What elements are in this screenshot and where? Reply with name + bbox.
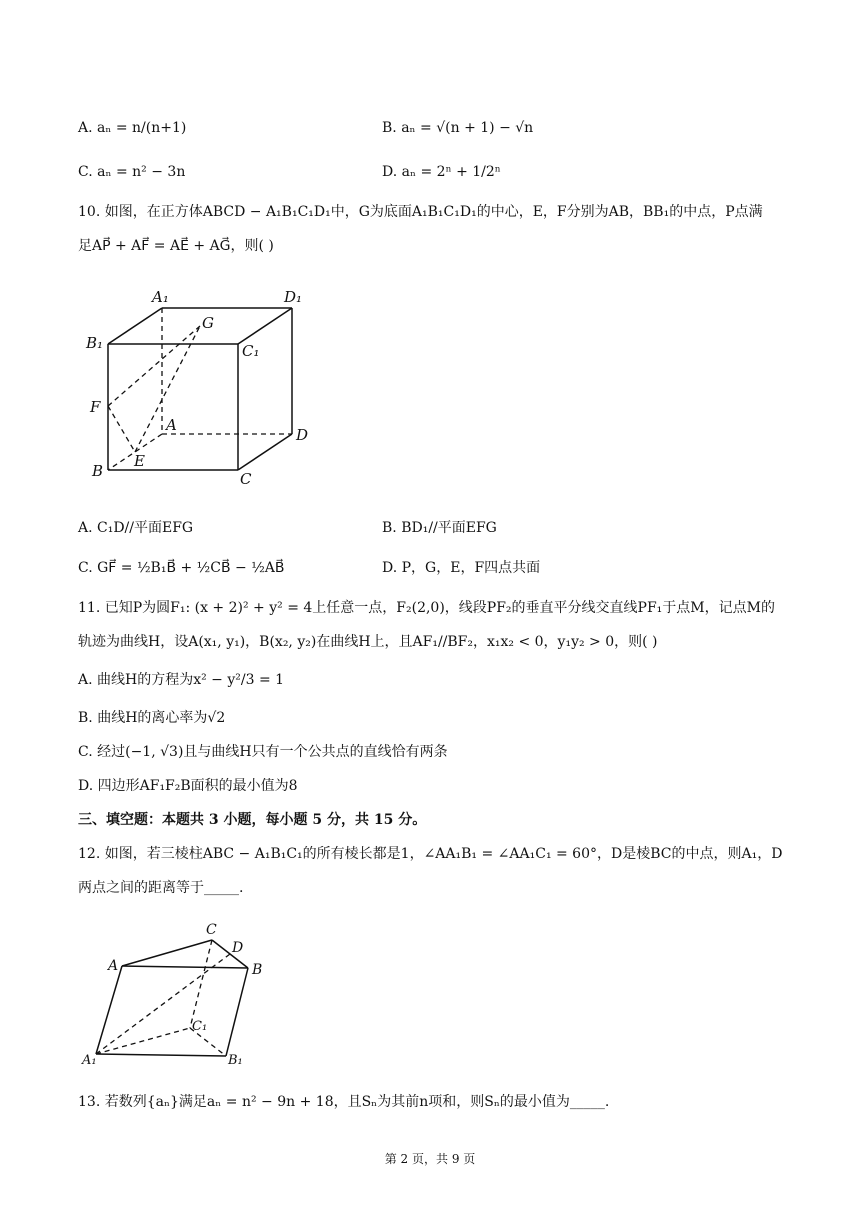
q11-option-c: C. 经过(−1, √3)且与曲线H只有一个公共点的直线恰有两条 [78, 744, 448, 760]
q9-option-a: A. aₙ = n/(n+1) [78, 120, 187, 136]
page-footer: 第 2 页，共 9 页 [384, 1152, 476, 1166]
q10-stem-line1: 10. 如图，在正方体ABCD − A₁B₁C₁D₁中，G为底面A₁B₁C₁D₁的中心，E，F分别为AB，BB₁的中点，P点满 [78, 204, 763, 220]
q11-stem-line1: 11. 已知P为圆F₁: (x + 2)² + y² = 4上任意一点，F₂(2,0)，线段PF₂的垂直平分线交直线PF₁于点M，记点M的 [78, 600, 775, 616]
q12-label-b: B [252, 962, 263, 978]
q12-label-d: D [232, 940, 244, 956]
q10-label-b: B [92, 462, 104, 480]
q11-option-a: A. 曲线H的方程为x² − y²/3 = 1 [78, 672, 285, 688]
q12-stem-line2: 两点之间的距离等于_____. [78, 880, 244, 896]
q10-label-g: G [202, 314, 214, 332]
q10-label-b1: B₁ [86, 334, 104, 352]
q10-label-d: D [296, 426, 309, 444]
q12-stem-line1: 12. 如图，若三棱柱ABC − A₁B₁C₁的所有棱长都是1，∠AA₁B₁ = ∠AA₁C₁ = 60°，D是棱BC的中点，则A₁，D [78, 846, 783, 862]
q10-label-a: A [166, 416, 177, 434]
q12-label-a1: A₁ [82, 1053, 97, 1068]
q9-option-c: C. aₙ = n² − 3n [78, 164, 186, 180]
q10-label-c1: C₁ [242, 342, 260, 360]
q10-label-d1: D₁ [284, 288, 303, 306]
q12-prism-figure [78, 918, 278, 1068]
q11-option-b: B. 曲线H的离心率为√2 [78, 710, 226, 726]
q10-option-c: C. GF⃗ = ½B₁B⃗ + ½CB⃗ − ½AB⃗ [78, 560, 285, 576]
q10-label-e: E [134, 452, 145, 470]
q10-stem-line2: 足AP⃗ + AF⃗ = AE⃗ + AG⃗，则( ) [78, 238, 274, 254]
q12-label-a: A [108, 958, 119, 974]
q9-option-b: B. aₙ = √(n + 1) − √n [382, 120, 534, 136]
q9-option-d: D. aₙ = 2ⁿ + 1/2ⁿ [382, 164, 501, 180]
q12-label-c1: C₁ [192, 1019, 208, 1034]
q10-label-f: F [90, 398, 101, 416]
q12-label-c: C [206, 922, 217, 938]
q11-option-d: D. 四边形AF₁F₂B面积的最小值为8 [78, 778, 298, 794]
q10-label-c: C [240, 470, 252, 488]
q13-stem: 13. 若数列{aₙ}满足aₙ = n² − 9n + 18，且Sₙ为其前n项和，则Sₙ的最小值为_____. [78, 1094, 610, 1110]
q10-cube-figure [78, 282, 338, 492]
q11-stem-line2: 轨迹为曲线H，设A(x₁, y₁)，B(x₂, y₂)在曲线H上，且AF₁//BF₂，x₁x₂ < 0，y₁y₂ > 0，则( ) [78, 634, 658, 650]
q10-option-a: A. C₁D//平面EFG [78, 520, 194, 536]
q10-option-b: B. BD₁//平面EFG [382, 520, 497, 536]
q10-label-a1: A₁ [152, 288, 169, 306]
section-3-heading: 三、填空题：本题共 3 小题，每小题 5 分，共 15 分。 [78, 812, 427, 828]
q12-label-b1: B₁ [228, 1053, 243, 1068]
q10-option-d: D. P，G，E，F四点共面 [382, 560, 541, 576]
